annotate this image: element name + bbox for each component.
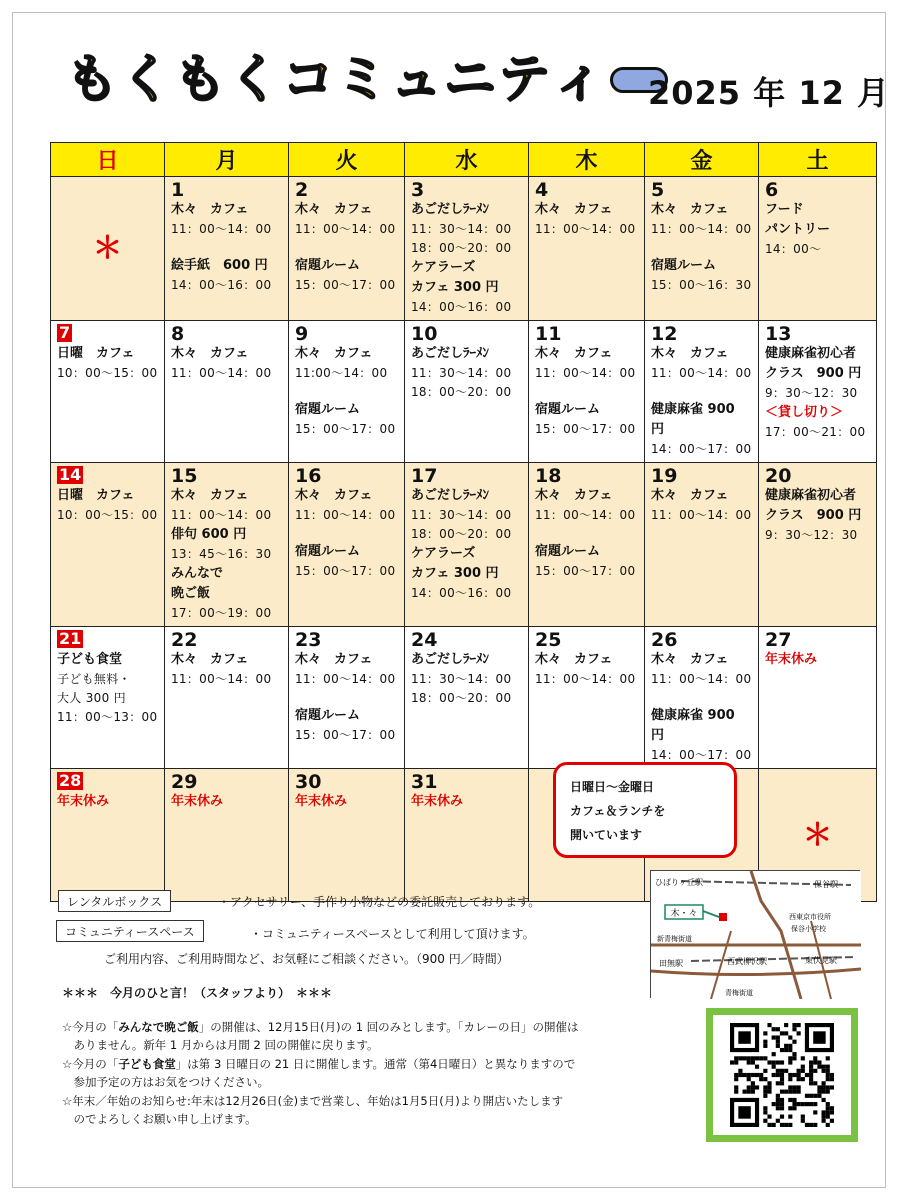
event-title: 宿題ルーム xyxy=(535,544,601,559)
day-cell-10 xyxy=(405,321,529,463)
community-space-tag: コミュニティースペース xyxy=(56,920,204,942)
qr-code-icon xyxy=(730,1023,834,1127)
svg-text:東伏見駅: 東伏見駅 xyxy=(805,956,837,965)
day-cell-empty xyxy=(51,177,165,321)
day-number: 1 xyxy=(171,179,185,201)
event-time: 10：00～15：00 xyxy=(57,366,158,380)
day-cell-12 xyxy=(645,321,759,463)
svg-text:新青梅街道: 新青梅街道 xyxy=(657,935,692,943)
event-title: あごだしﾗｰﾒﾝ xyxy=(411,346,490,361)
day-number: 16 xyxy=(295,465,322,487)
event-time: 18：00～20：00 xyxy=(411,385,512,399)
day-number: 11 xyxy=(535,323,562,345)
svg-text:保谷駅: 保谷駅 xyxy=(814,880,838,889)
event-title: 木々 カフェ xyxy=(171,488,249,503)
event-time: 14：00～17：00 xyxy=(651,442,752,456)
event-time: 11:00～14：00 xyxy=(295,366,388,380)
day-number: 15 xyxy=(171,465,198,487)
day-number: 27 xyxy=(765,629,792,651)
day-number: 21 xyxy=(59,629,82,648)
day-number: 13 xyxy=(765,323,792,345)
event-time: 11：00～14：00 xyxy=(535,222,636,236)
weekday-fri: 金 xyxy=(645,143,759,177)
event-title: 木々 カフェ xyxy=(295,202,373,217)
logo-char: く xyxy=(228,50,281,110)
event-time: 15：00～17：00 xyxy=(295,564,396,578)
logo-char: ィ xyxy=(552,50,605,110)
day-cell-24 xyxy=(405,627,529,769)
event-title: カフェ 300 円 xyxy=(411,280,499,295)
event-title: 木々 カフェ xyxy=(651,652,729,667)
day-cell-22 xyxy=(165,627,289,769)
note-3: ☆年末／年始のお知らせ:年末は12月26日(金)まで営業し、年始は1月5日(月)より開店いたします のでよろしくお願い申し上げます。 xyxy=(62,1094,564,1126)
star-mark: ＊ xyxy=(802,817,833,853)
holiday-label: 年末休み xyxy=(295,794,348,809)
event-time: 11：30～14：00 xyxy=(411,366,512,380)
event-time: 9：30～12：30 xyxy=(765,386,858,400)
day-cell-9 xyxy=(289,321,405,463)
event-time: 15：00～17：00 xyxy=(295,422,396,436)
event-time: 14：00～ xyxy=(765,242,822,256)
day-cell-5 xyxy=(645,177,759,321)
day-cell-28 xyxy=(51,769,165,902)
event-time: 11：00～14：00 xyxy=(651,222,752,236)
event-time: 11：00～14：00 xyxy=(535,508,636,522)
event-title: 子ども食堂 xyxy=(57,652,123,667)
day-cell-4 xyxy=(529,177,645,321)
event-title: あごだしﾗｰﾒﾝ xyxy=(411,652,490,667)
event-title: ケアラーズ xyxy=(411,260,476,275)
event-title: 宿題ルーム xyxy=(535,402,601,417)
logo-char: く xyxy=(120,50,173,110)
day-number: 19 xyxy=(651,465,678,487)
day-number: 4 xyxy=(535,179,549,201)
staff-heading: ＊＊＊ 今月のひと言！（スタッフより） ＊＊＊ xyxy=(62,986,333,1000)
day-cell-29 xyxy=(165,769,289,902)
weekday-sat: 土 xyxy=(759,143,877,177)
event-title: 木々 カフェ xyxy=(535,346,613,361)
event-title: 木々 カフェ xyxy=(171,652,249,667)
day-number: 22 xyxy=(171,629,198,651)
map-drawing xyxy=(651,871,861,999)
day-cell-27 xyxy=(759,627,877,769)
event-time: 11：00～14：00 xyxy=(171,366,272,380)
day-cell-26 xyxy=(645,627,759,769)
event-title: 木々 カフェ xyxy=(171,202,249,217)
event-title: 宿題ルーム xyxy=(295,258,361,273)
event-time: 18：00～20：00 xyxy=(411,527,512,541)
event-title: 絵手紙 600 円 xyxy=(171,258,268,273)
event-time: 11：00～14：00 xyxy=(535,366,636,380)
event-time: 11：00～14：00 xyxy=(651,672,752,686)
note-line: 開いています xyxy=(570,828,643,842)
event-time: 11：00～14：00 xyxy=(171,508,272,522)
note-2: ☆今月の「子ども食堂」は第 3 日曜日の 21 日に開催します。通常（第4日曜日）と異なりますので 参加予定の方はお気をつけください。 xyxy=(62,1057,576,1089)
day-number: 31 xyxy=(411,771,438,793)
event-title: 木々 カフェ xyxy=(651,488,729,503)
event-time: 11：00～14：00 xyxy=(651,508,752,522)
event-time: 17：00～21：00 xyxy=(765,425,866,439)
logo-char: も xyxy=(174,50,227,110)
event-time: 18：00～20：00 xyxy=(411,691,512,705)
event-title: クラス 900 円 xyxy=(765,366,862,381)
day-number: 24 xyxy=(411,629,438,651)
event-title: 健康麻雀初心者 xyxy=(765,346,857,361)
event-title: 木々 カフェ xyxy=(295,488,373,503)
event-title: 木々 カフェ xyxy=(535,488,613,503)
event-time: 14：00～16：00 xyxy=(171,278,272,292)
day-cell-31 xyxy=(405,769,529,902)
day-number: 14 xyxy=(59,465,82,484)
event-title: 木々 カフェ xyxy=(535,202,613,217)
logo-char: ニ xyxy=(444,50,497,110)
calendar-table xyxy=(50,142,877,902)
access-map xyxy=(650,870,860,998)
holiday-label: 年末休み xyxy=(171,794,224,809)
event-title: カフェ 300 円 xyxy=(411,566,499,581)
day-cell-25 xyxy=(529,627,645,769)
day-cell-17 xyxy=(405,463,529,627)
day-cell-21 xyxy=(51,627,165,769)
opening-hours-note xyxy=(553,762,737,858)
event-time: 15：00～17：00 xyxy=(535,422,636,436)
day-number: 6 xyxy=(765,179,779,201)
rental-box-tag: レンタルボックス xyxy=(58,890,171,912)
event-time: 11：30～14：00 xyxy=(411,672,512,686)
event-title: 木々 カフェ xyxy=(651,202,729,217)
event-title: 宿題ルーム xyxy=(295,544,361,559)
day-number: 23 xyxy=(295,629,322,651)
event-title: クラス 900 円 xyxy=(765,508,862,523)
day-cell-13 xyxy=(759,321,877,463)
svg-text:ひばりヶ丘駅: ひばりヶ丘駅 xyxy=(655,878,703,887)
event-time: 14：00～16：00 xyxy=(411,300,512,314)
event-time: 15：00～17：00 xyxy=(295,278,396,292)
logo-char: テ xyxy=(498,50,551,110)
event-time: 9：30～12：30 xyxy=(765,528,858,542)
event-time: 13：45～16：30 xyxy=(171,547,272,561)
event-detail: 子ども無料・ xyxy=(57,672,131,686)
event-time: 14：00～17：00 xyxy=(651,748,752,762)
day-cell-7 xyxy=(51,321,165,463)
day-number: 9 xyxy=(295,323,309,345)
day-cell-11 xyxy=(529,321,645,463)
day-number: 28 xyxy=(59,771,82,790)
event-time: 11：00～14：00 xyxy=(535,672,636,686)
consult-text: ご利用内容、ご利用時間など、お気軽にご相談ください。（900 円／時間） xyxy=(104,952,509,966)
weekday-sun: 日 xyxy=(51,143,165,177)
day-number: 10 xyxy=(411,323,438,345)
day-cell-19 xyxy=(645,463,759,627)
svg-text:保谷小学校: 保谷小学校 xyxy=(791,925,826,933)
event-detail: 大人 300 円 xyxy=(57,691,126,705)
event-title: フード xyxy=(765,202,804,217)
event-time: 11：00～14：00 xyxy=(651,366,752,380)
day-number: 7 xyxy=(59,323,71,342)
event-title: 木々 カフェ xyxy=(295,346,373,361)
event-time: 14：00～16：00 xyxy=(411,586,512,600)
month-title: 2025 年 12 月 xyxy=(648,74,891,112)
day-number: 20 xyxy=(765,465,792,487)
svg-text:田無駅: 田無駅 xyxy=(659,959,683,968)
day-cell-15 xyxy=(165,463,289,627)
day-cell-2 xyxy=(289,177,405,321)
event-title: ケアラーズ xyxy=(411,546,476,561)
note-line: 日曜日～金曜日 xyxy=(570,780,655,794)
svg-text:木・々: 木・々 xyxy=(670,909,698,919)
event-title: 木々 カフェ xyxy=(295,652,373,667)
day-number: 3 xyxy=(411,179,425,201)
day-number: 26 xyxy=(651,629,678,651)
event-time: 11：30～14：00 xyxy=(411,222,512,236)
event-time: 11：00～13：00 xyxy=(57,710,158,724)
event-time: 11：00～14：00 xyxy=(295,222,396,236)
event-title: あごだしﾗｰﾒﾝ xyxy=(411,202,490,217)
day-cell-6 xyxy=(759,177,877,321)
event-time: 17：00～19：00 xyxy=(171,606,272,620)
event-title: 木々 カフェ xyxy=(651,346,729,361)
community-space-text: ・コミュニティースペースとして利用して頂けます。 xyxy=(250,927,535,941)
logo-char: コ xyxy=(282,50,335,110)
day-cell-14 xyxy=(51,463,165,627)
day-number: 29 xyxy=(171,771,198,793)
logo xyxy=(66,50,668,110)
day-cell-23 xyxy=(289,627,405,769)
event-time: 11：00～14：00 xyxy=(171,222,272,236)
event-title: 宿題ルーム xyxy=(295,708,361,723)
weekday-thu: 木 xyxy=(529,143,645,177)
day-cell-30 xyxy=(289,769,405,902)
day-number: 8 xyxy=(171,323,185,345)
event-time: 15：00～17：00 xyxy=(295,728,396,742)
event-title: 日曜 カフェ xyxy=(57,488,135,503)
event-time: 15：00～16：30 xyxy=(651,278,752,292)
day-number: 25 xyxy=(535,629,562,651)
logo-char: も xyxy=(66,50,119,110)
event-time: 18：00～20：00 xyxy=(411,241,512,255)
day-number: 17 xyxy=(411,465,438,487)
holiday-label: 年末休み xyxy=(411,794,464,809)
svg-text:西東京市役所: 西東京市役所 xyxy=(789,913,831,921)
day-cell-16 xyxy=(289,463,405,627)
event-title: 健康麻雀 900 円 xyxy=(651,402,735,437)
day-number: 18 xyxy=(535,465,562,487)
day-number: 12 xyxy=(651,323,678,345)
event-title: 宿題ルーム xyxy=(295,402,361,417)
holiday-label: 年末休み xyxy=(765,652,818,667)
event-time: 11：30～14：00 xyxy=(411,508,512,522)
weekday-tue: 火 xyxy=(289,143,405,177)
event-title: みんなで xyxy=(171,566,224,581)
event-title: パントリー xyxy=(765,222,831,237)
event-time: 15：00～17：00 xyxy=(535,564,636,578)
logo-char: ュ xyxy=(390,50,443,110)
day-number: 2 xyxy=(295,179,309,201)
day-cell-18 xyxy=(529,463,645,627)
event-title: 日曜 カフェ xyxy=(57,346,135,361)
day-cell-20 xyxy=(759,463,877,627)
note-1: ☆今月の「みんなで晩ご飯」の開催は、12月15日(月)の 1 回のみとします。「カレーの日」の開催は ありません。新年 1 月からは月間 2 回の開催に戻ります。 xyxy=(62,1020,579,1052)
weekday-wed: 水 xyxy=(405,143,529,177)
event-time: 11：00～14：00 xyxy=(295,672,396,686)
event-title: 健康麻雀 900 円 xyxy=(651,708,735,743)
day-cell-8 xyxy=(165,321,289,463)
event-time: 11：00～14：00 xyxy=(295,508,396,522)
day-cell-3 xyxy=(405,177,529,321)
svg-text:青梅街道: 青梅街道 xyxy=(725,989,753,997)
weekday-mon: 月 xyxy=(165,143,289,177)
event-title: 健康麻雀初心者 xyxy=(765,488,857,503)
event-title: 宿題ルーム xyxy=(651,258,717,273)
qr-code xyxy=(706,1008,858,1142)
monthly-notes xyxy=(62,1018,702,1129)
day-cell-1 xyxy=(165,177,289,321)
day-number: 5 xyxy=(651,179,665,201)
event-time: 11：00～14：00 xyxy=(171,672,272,686)
event-title: 木々 カフェ xyxy=(171,346,249,361)
event-title: 木々 カフェ xyxy=(535,652,613,667)
event-title: 俳句 600 円 xyxy=(171,527,247,542)
event-time: 10：00～15：00 xyxy=(57,508,158,522)
svg-text:西武柳沢駅: 西武柳沢駅 xyxy=(727,957,767,966)
day-number: 30 xyxy=(295,771,322,793)
reserved-label: ＜貸し切り＞ xyxy=(765,405,844,420)
event-title: あごだしﾗｰﾒﾝ xyxy=(411,488,490,503)
note-line: カフェ＆ランチを xyxy=(570,804,666,818)
rental-box-text: ・アクセサリー、手作り小物などの委託販売しております。 xyxy=(218,895,541,909)
logo-char: ミ xyxy=(336,50,389,110)
star-mark: ＊ xyxy=(92,231,123,266)
holiday-label: 年末休み xyxy=(57,794,110,809)
event-title: 晩ご飯 xyxy=(171,586,211,601)
